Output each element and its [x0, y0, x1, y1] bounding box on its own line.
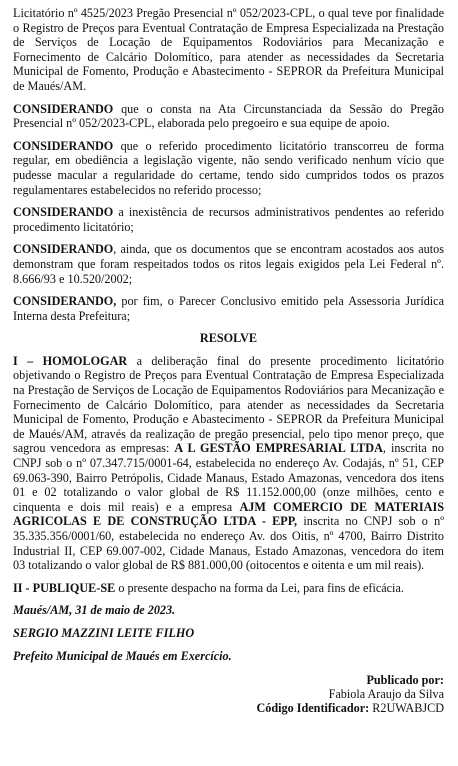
homologar-text-2: , inscrita no CNPJ sob o nº 07.347.715/0001-64, estabelecida no endereço Av. Codajás, nº 51, CEP 69.063-390, Bairro Petrópolis, Cidade Manaus, Estado Amazonas, vencedora dos itens 01 e 02 totalizando o valor global de R$ 11.152.000,00 (onze milhões, cento e cinquenta e dois mil reais) e a empresa: [13, 441, 444, 514]
considerando-paragraph-5: [13, 294, 444, 323]
homologar-paragraph: [13, 354, 444, 573]
considerando-label: CONSIDERANDO,: [13, 294, 117, 309]
considerando-paragraph-4: [13, 242, 444, 286]
considerando-label: CONSIDERANDO: [13, 138, 114, 153]
publication-label: Publicado por:: [366, 673, 444, 688]
publique-label: II - PUBLIQUE-SE: [13, 580, 116, 595]
considerando-label: CONSIDERANDO: [13, 101, 114, 116]
publication-info: [13, 673, 444, 715]
publique-paragraph: [13, 581, 444, 596]
publisher-name: Fabiola Araujo da Silva: [328, 687, 444, 702]
considerando-paragraph-1: [13, 102, 444, 131]
considerando-paragraph-3: [13, 205, 444, 234]
considerando-text: que o referido procedimento licitatório transcorreu de forma regular, em obediência a legislação vigente, não sendo verificado nenhum vício que pudesse macular a regularidade do certame, tendo sido cumpridos todos os prazos regulamentares estabelecidos no referido processo;: [13, 138, 444, 197]
company-2-name: AJM COMERCIO DE MATERIAIS AGRICOLAS E DE CONSTRUÇÃO LTDA - EPP,: [13, 499, 445, 529]
considerando-text: a inexistência de recursos administrativos pendentes ao referido procedimento licitatório;: [13, 205, 444, 234]
resolve-heading: RESOLVE: [199, 331, 258, 346]
signer-name: SERGIO MAZZINI LEITE FILHO: [13, 625, 195, 640]
considerando-text: por fim, o Parecer Conclusivo emitido pela Assessoria Jurídica Interna desta Prefeitura;: [13, 294, 444, 323]
homologar-text-3: inscrita no CNPJ sob o nº 35.335.356/0001/60, estabelecida no endereço Av. dos Oitis, nº 4700, Bairro Distrito Industrial II, CEP 69.007-002, Cidade Manaus, Estado Amazonas, vencedora do item 03 totalizando o valor global de R$ 881.000,00 (oitocentos e oitenta e um mil reais).: [13, 514, 444, 573]
homologar-label: I – HOMOLOGAR: [13, 353, 128, 368]
intro-paragraph: Licitatório nº 4525/2023 Pregão Presencial nº 052/2023-CPL, o qual teve por finalidade o Registro de Preços para Eventual Contratação de Empresa Especializada na Prestação de Serviços de Locação de Equipamentos Rodoviários para Mecanização e Fornecimento de Calcário Dolomítico, para atender as necessidades da Secretaria Municipal de Fomento, Produção e Abastecimento - SEPROR da Prefeitura Municipal de Maués/AM.: [13, 6, 444, 93]
considerando-label: CONSIDERANDO: [13, 242, 114, 257]
publique-text: o presente despacho na forma da Lei, para fins de eficácia.: [115, 580, 404, 595]
homologar-text-1: a deliberação final do presente procedimento licitatório objetivando o Registro de Preços para Eventual Contratação de Empresa Especializada na Prestação de Serviços de Locação de Equipamentos Rodoviários para Mecanização e Fornecimento de Calcário Dolomítico, para atender as necessidades da Secretaria Municipal de Fomento, Produção e Abastecimento - SEPROR da Prefeitura Municipal de Maués/AM, através da realização de pregão presencial, pelo tipo menor preço, que sagrou vencedora as empresas:: [13, 353, 444, 456]
place-date: Maués/AM, 31 de maio de 2023.: [13, 603, 176, 618]
identifier-label: Código Identificador:: [256, 701, 370, 716]
considerando-text: , ainda, que os documentos que se encontram acostados aos autos demonstram que foram respeitados todos os ritos legais exigidos pela Lei Federal nº. 8.666/93 e 10.520/2002;: [13, 242, 444, 286]
considerando-text: que o consta na Ata Circunstanciada da Sessão do Pregão Presencial nº 052/2023-CPL, elaborada pelo pregoeiro e sua equipe de apoio.: [13, 101, 444, 131]
considerando-paragraph-2: [13, 139, 444, 197]
considerando-label: CONSIDERANDO: [13, 205, 114, 220]
identifier-value: R2UWABJCD: [372, 701, 444, 716]
signer-title: Prefeito Municipal de Maués em Exercício.: [13, 648, 232, 663]
identifier-code: [13, 701, 444, 715]
company-1-name: A L GESTÃO EMPRESARIAL LTDA: [174, 441, 383, 456]
